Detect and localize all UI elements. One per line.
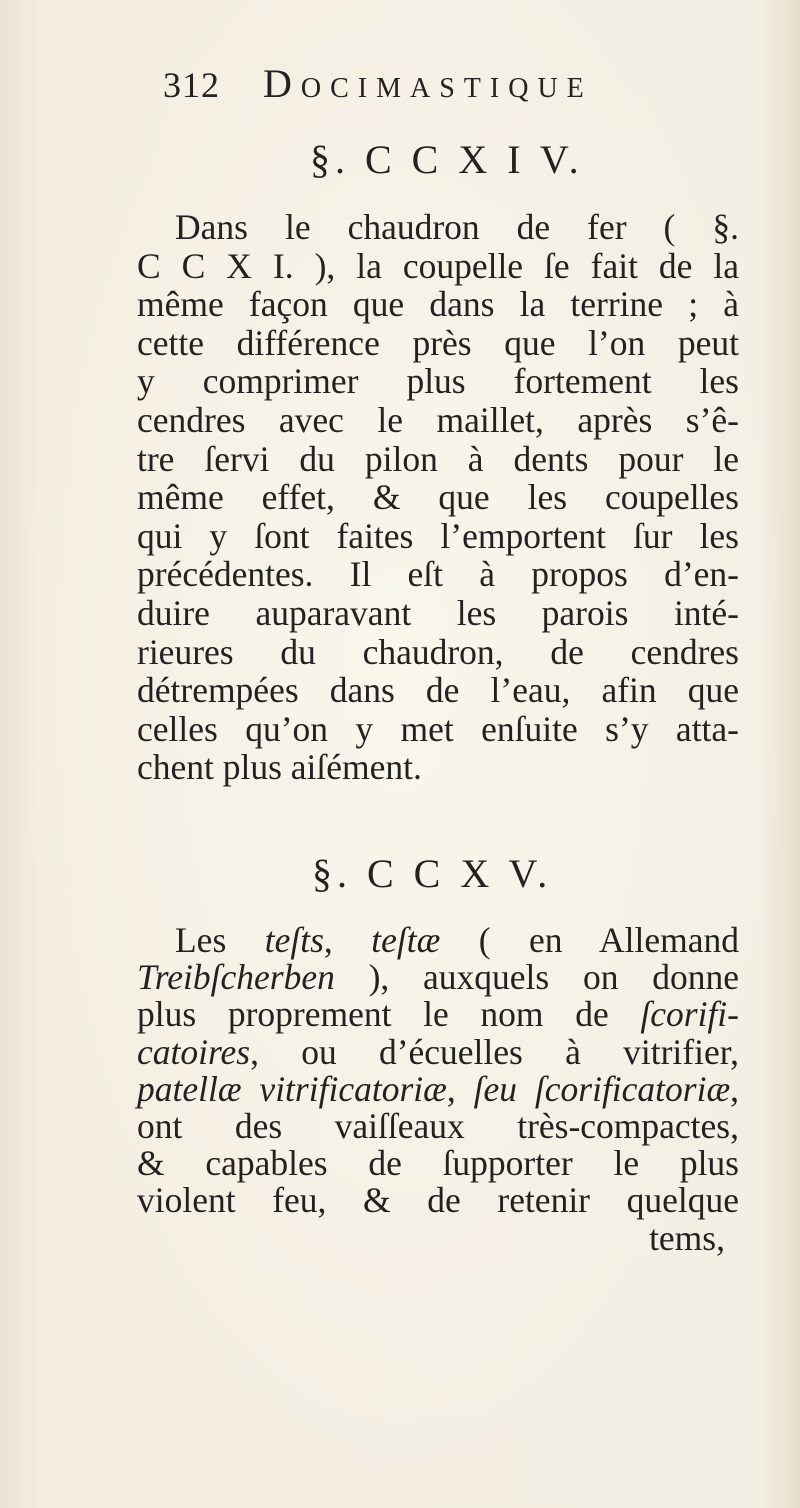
italic-term: teſts — [264, 920, 324, 960]
paragraph — [137, 208, 739, 787]
text-run: ), auxquels on donne — [334, 957, 739, 998]
text-line: duire auparavant les parois inté- — [137, 592, 739, 633]
italic-term: ſeu ſcorificatoriæ — [473, 1068, 731, 1109]
text-run: Les — [175, 920, 265, 960]
text-line: détrempées dans de l’eau, afin que — [137, 670, 739, 711]
text-line: tre ſervi du pilon à dents pour le — [137, 438, 739, 479]
text-line — [137, 922, 739, 959]
italic-term: catoires — [137, 1031, 251, 1072]
text-line: C C X I. ), la coupelle ſe fait de la — [137, 245, 739, 286]
italic-term: Treibſcherben — [137, 957, 335, 998]
text-line — [137, 996, 739, 1033]
italic-term: teſtæ — [371, 920, 441, 960]
text-run: tems, — [649, 1217, 725, 1258]
text-run: , ou d’écuelles à vitrifier, — [250, 1031, 739, 1072]
text-line: rieures du chaudron, de cendres — [137, 631, 739, 672]
text-line — [137, 1217, 739, 1258]
text-line: celles qu’on y met enſuite s’y atta- — [137, 708, 739, 749]
running-title: Docimastique — [263, 61, 593, 106]
paragraph — [137, 922, 739, 1257]
text-run: plus proprement le nom de — [137, 994, 641, 1035]
text-line: chent plus aiſément. — [137, 747, 422, 788]
italic-term: patellæ vitrificatoriæ — [137, 1068, 447, 1109]
text-line: y comprimer plus fortement les — [137, 361, 739, 402]
text-run: , — [446, 1068, 474, 1109]
text-run: , — [323, 920, 372, 960]
section-heading: §. C C X I V. — [310, 137, 584, 182]
text-run: ont des vaiſſeaux très-compactes, — [137, 1105, 739, 1146]
page-number: 312 — [163, 65, 220, 105]
text-line: Dans le chaudron de fer ( §. — [175, 207, 739, 247]
text-line — [137, 959, 739, 996]
text-line — [137, 1031, 739, 1072]
text-line: qui y ſont faites l’emportent ſur les — [137, 515, 739, 556]
italic-term: ſcorifi- — [640, 994, 739, 1035]
text-run: ( en Allemand — [440, 920, 740, 960]
text-run: , — [730, 1068, 740, 1109]
text-line — [137, 1182, 739, 1219]
text-line: même effet, & que les coupelles — [137, 477, 739, 518]
text-line: précédentes. Il eſt à propos d’en- — [137, 554, 739, 595]
text-line — [137, 1068, 740, 1109]
text-run: & capables de ſupporter le plus — [137, 1143, 739, 1184]
text-line: cette différence près que l’on peut — [137, 322, 739, 363]
section-heading: §. C C X V. — [312, 851, 553, 896]
text-run: violent feu, & de retenir quelque — [137, 1180, 739, 1221]
text-line: même façon que dans la terrine ; à — [137, 284, 739, 325]
text-line — [137, 1105, 739, 1146]
text-line — [137, 1145, 739, 1182]
text-line: cendres avec le maillet, après s’ê- — [137, 399, 739, 440]
page-header — [163, 58, 693, 110]
